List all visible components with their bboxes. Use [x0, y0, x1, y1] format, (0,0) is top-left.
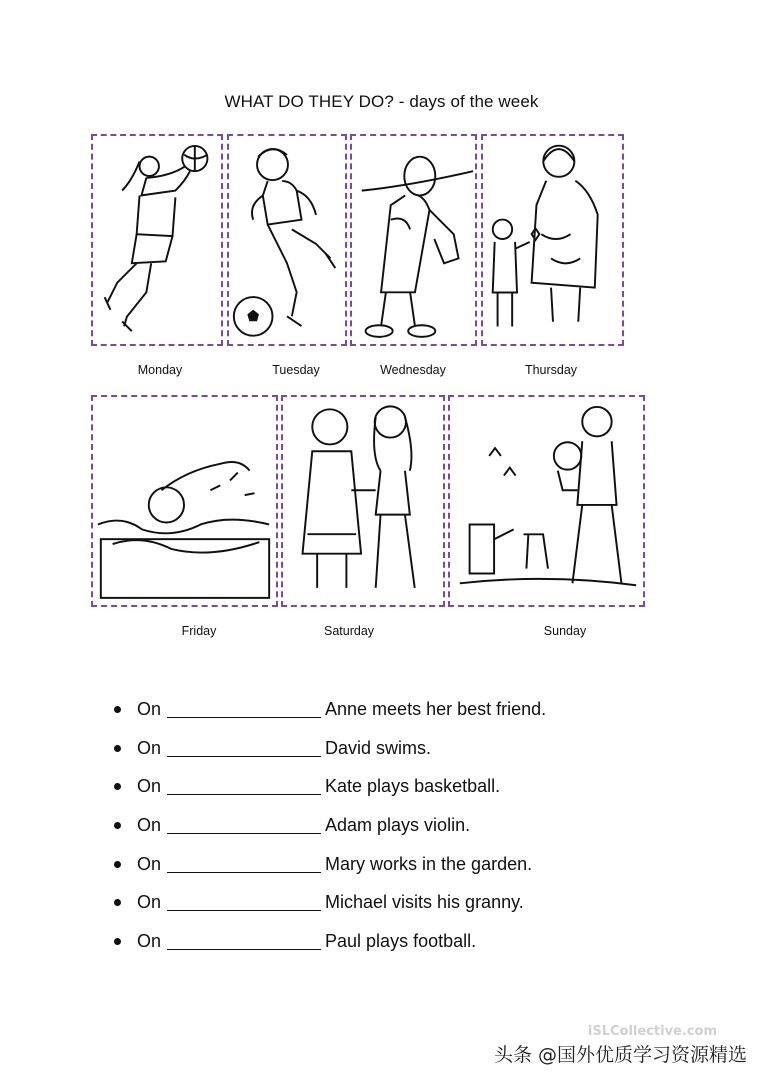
list-item — [112, 690, 546, 729]
sentence-prefix: On — [137, 776, 162, 797]
answer-blank[interactable] — [167, 856, 321, 873]
violinist-icon — [352, 136, 475, 344]
sentence-prefix: On — [137, 814, 162, 835]
picture-violin — [350, 134, 477, 346]
list-item — [112, 806, 546, 845]
bullet-icon — [114, 822, 121, 829]
sentence-prefix: On — [137, 737, 162, 758]
day-label-saturday: Saturday — [323, 624, 375, 638]
sentence-text: Anne meets her best friend. — [325, 698, 547, 719]
gardening-icon — [450, 397, 643, 605]
day-label-tuesday: Tuesday — [272, 363, 320, 377]
day-label-monday: Monday — [137, 363, 183, 377]
bullet-icon — [114, 938, 121, 945]
sentence-text: Paul plays football. — [325, 930, 477, 951]
basketball-player-icon — [93, 136, 221, 344]
bullet-icon — [114, 706, 121, 713]
granny-visit-icon — [483, 136, 622, 344]
day-label-friday: Friday — [181, 624, 217, 638]
sentence-list — [112, 690, 546, 961]
sentence-text: Michael visits his granny. — [325, 892, 524, 913]
day-label-wednesday: Wednesday — [380, 363, 446, 377]
picture-garden — [448, 395, 645, 607]
picture-granny — [481, 134, 624, 346]
list-item — [112, 883, 546, 922]
site-watermark: iSLCollective.com — [587, 1024, 717, 1039]
bullet-icon — [114, 861, 121, 868]
answer-blank[interactable] — [167, 740, 321, 757]
day-label-thursday: Thursday — [524, 363, 578, 377]
answer-blank[interactable] — [167, 933, 321, 950]
sentence-prefix: On — [137, 853, 162, 874]
list-item — [112, 922, 546, 961]
list-item — [112, 767, 546, 806]
picture-swimming — [91, 395, 278, 607]
sentence-text: Adam plays violin. — [325, 814, 471, 835]
sentence-text: Kate plays basketball. — [325, 776, 501, 797]
source-watermark: 头条 @国外优质学习资源精选 — [493, 1044, 747, 1066]
page-title: WHAT DO THEY DO? - days of the week — [224, 92, 539, 111]
answer-blank[interactable] — [167, 817, 321, 834]
sentence-prefix: On — [137, 892, 162, 913]
answer-blank[interactable] — [167, 701, 321, 718]
swimmer-icon — [93, 397, 276, 605]
sentence-text: Mary works in the garden. — [325, 853, 533, 874]
answer-blank[interactable] — [167, 894, 321, 911]
football-player-icon — [229, 136, 345, 344]
bullet-icon — [114, 783, 121, 790]
picture-basketball — [91, 134, 223, 346]
sentence-text: David swims. — [325, 737, 432, 758]
picture-football — [227, 134, 347, 346]
list-item — [112, 729, 546, 768]
picture-friends — [281, 395, 445, 607]
friends-handshake-icon — [283, 397, 443, 605]
answer-blank[interactable] — [167, 778, 321, 795]
bullet-icon — [114, 899, 121, 906]
bullet-icon — [114, 745, 121, 752]
list-item — [112, 845, 546, 884]
sentence-prefix: On — [137, 698, 162, 719]
sentence-prefix: On — [137, 930, 162, 951]
day-label-sunday: Sunday — [543, 624, 587, 638]
